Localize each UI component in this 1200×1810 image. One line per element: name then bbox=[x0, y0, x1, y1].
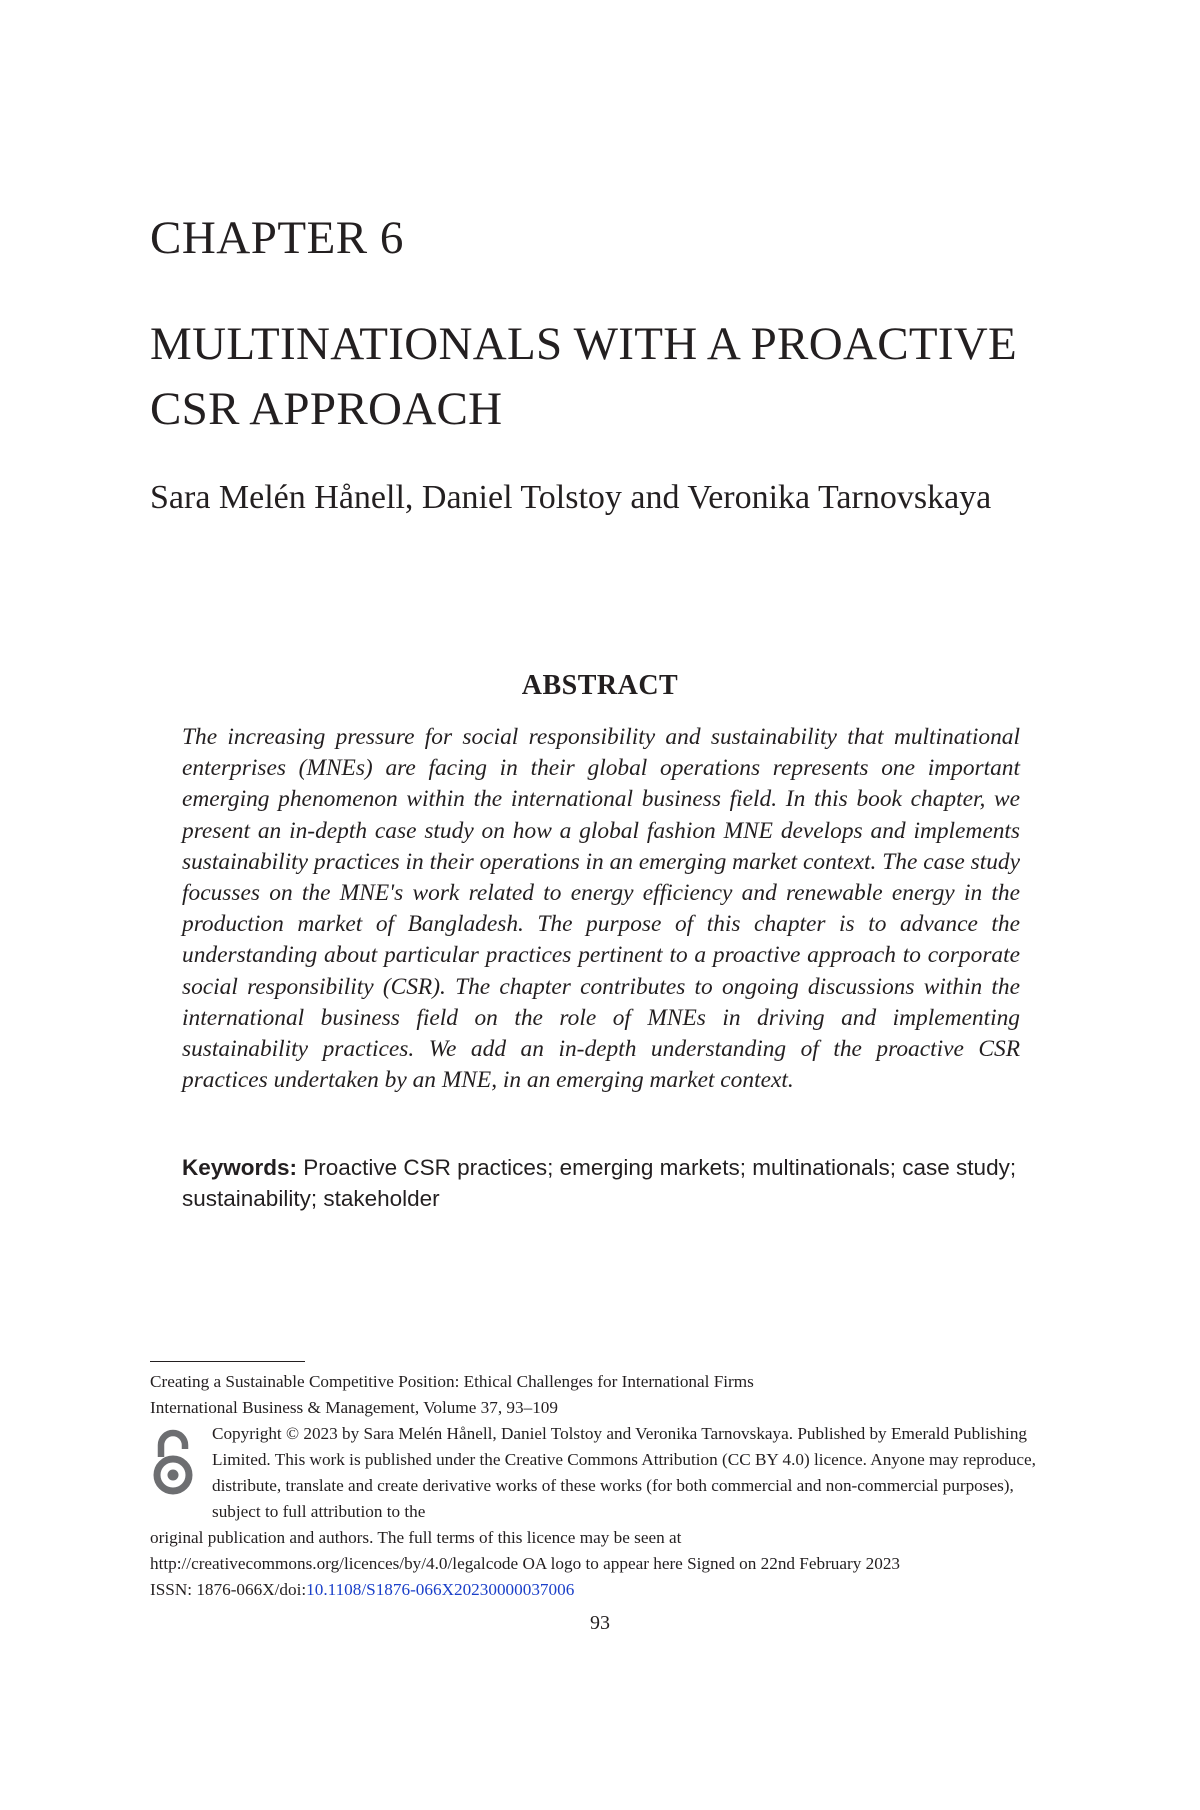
copyright-block bbox=[150, 1421, 1050, 1577]
copyright-continued: original publication and authors. The full terms of this licence may be seen at http://creativecommons.org/licences/by/4.0/legalcode OA logo to appear here Signed on 22nd February 2023 bbox=[150, 1528, 901, 1573]
issn-doi bbox=[150, 1577, 1050, 1603]
keywords-label: Keywords: bbox=[182, 1155, 298, 1180]
keywords-list: Proactive CSR practices; emerging markets; multinationals; case study; sustainability; stakeholder bbox=[182, 1155, 1017, 1211]
footnote bbox=[150, 1369, 1050, 1603]
chapter-authors: Sara Melén Hånell, Daniel Tolstoy and Veronika Tarnovskaya bbox=[150, 479, 992, 516]
abstract-heading: ABSTRACT bbox=[521, 670, 679, 701]
chapter-label: CHAPTER 6 bbox=[150, 212, 404, 264]
copyright-text: Copyright © 2023 by Sara Melén Hånell, Daniel Tolstoy and Veronika Tarnovskaya. Published by Emerald Publishing Limited. This work is published under the Creative Commons Attribution (CC BY 4.0) licence. Anyone may reproduce, distribute, translate and create derivative works of these works (for both commercial and non-commercial purposes), subject to full attribution to the bbox=[212, 1424, 1036, 1521]
abstract-text: The increasing pressure for social responsibility and sustainability that multinational enterprises (MNEs) are facing in their global operations represents one important emerging phenomenon within the international business field. In this book chapter, we present an in-depth case study on how a global fashion MNE develops and implements sustainability practices in their operations in an emerging market context. The case study focusses on the MNE's work related to energy efficiency and renewable energy in the production market of Bangladesh. The purpose of this chapter is to advance the understanding about particular practices pertinent to a proactive approach to corporate social responsibility (CSR). The chapter contributes to ongoing discussions within the international business field on the role of MNEs in driving and implementing sustainability practices. We add an in-depth understanding of the proactive CSR practices undertaken by an MNE, in an emerging market context. bbox=[182, 724, 1020, 1094]
series-info: International Business & Management, Volume 37, 93–109 bbox=[150, 1398, 558, 1417]
open-access-icon bbox=[150, 1427, 196, 1497]
doi-link[interactable]: 10.1108/S1876-066X20230000037006 bbox=[306, 1580, 575, 1599]
chapter-title: MULTINATIONALS WITH A PROACTIVE CSR APPROACH bbox=[150, 318, 1018, 435]
keywords bbox=[182, 1152, 1020, 1214]
page-number: 93 bbox=[590, 1612, 610, 1634]
issn-prefix: ISSN: 1876-066X/doi: bbox=[150, 1580, 307, 1599]
footnote-divider bbox=[150, 1361, 305, 1362]
book-title: Creating a Sustainable Competitive Position: Ethical Challenges for International Firms bbox=[150, 1372, 754, 1391]
